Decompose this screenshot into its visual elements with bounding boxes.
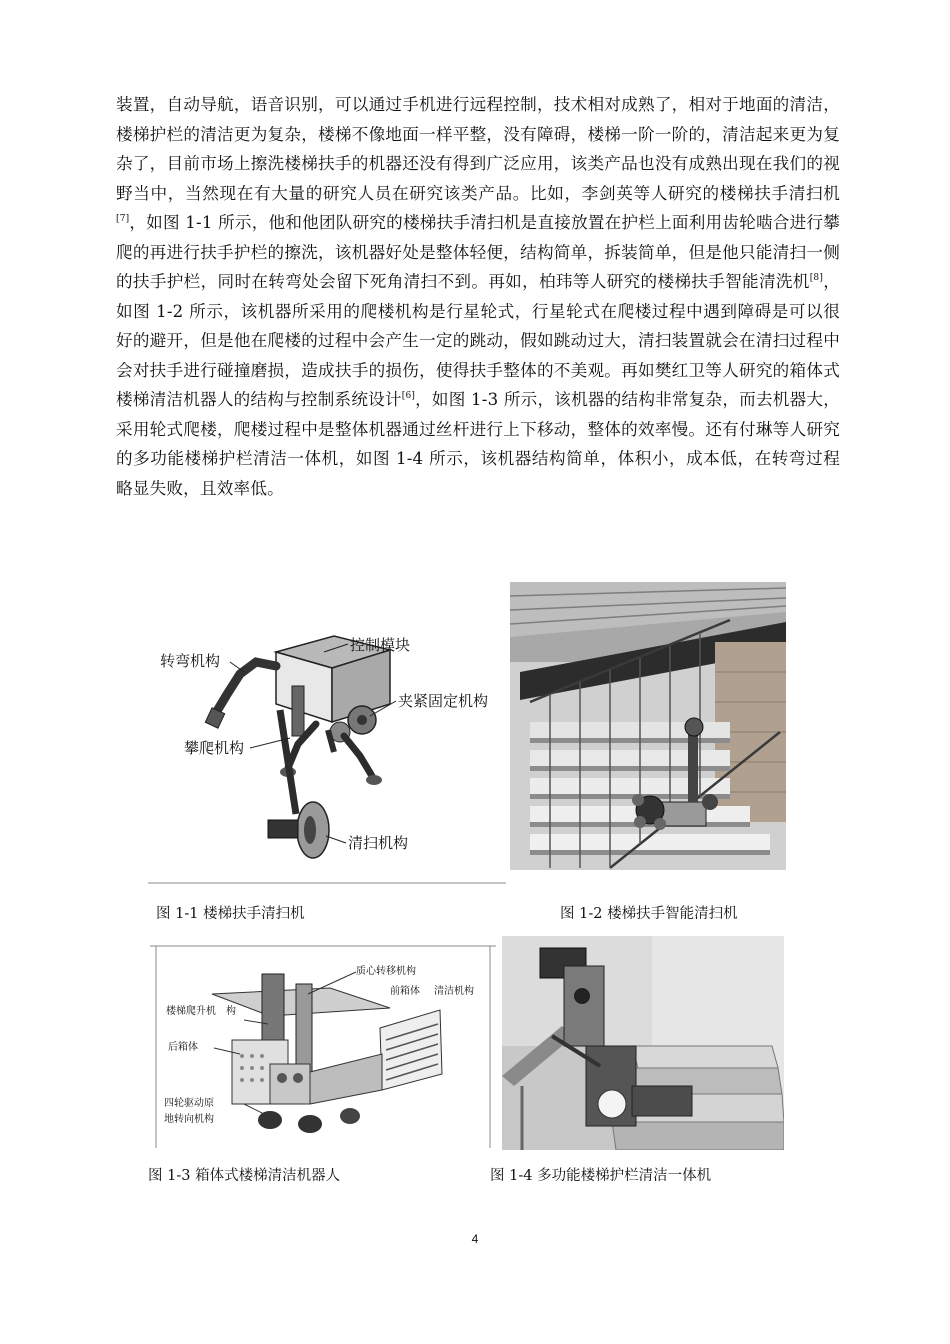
label-control-module: 控制模块 bbox=[350, 636, 411, 654]
label-rear-box: 后箱体 bbox=[168, 1042, 198, 1053]
label-clamp-mechanism: 夹紧固定机构 bbox=[398, 692, 489, 710]
label-turn-mechanism: 转弯机构 bbox=[160, 652, 221, 670]
label-drive-1: 四轮驱动原 bbox=[164, 1098, 214, 1109]
caption-figure-1-4: 图 1-4 多功能楼梯护栏清洁一体机 bbox=[490, 1168, 712, 1184]
label-climb-mechanism: 攀爬机构 bbox=[184, 739, 245, 757]
citation-ref-7: [7] bbox=[116, 214, 130, 224]
citation-ref-8: [8] bbox=[809, 273, 824, 283]
caption-figure-1-3: 图 1-3 箱体式楼梯清洁机器人 bbox=[148, 1168, 341, 1184]
page-number: 4 bbox=[471, 1232, 479, 1246]
label-cleaning-mechanism: 清洁机构 bbox=[434, 986, 474, 997]
staircase-render bbox=[510, 582, 786, 870]
paragraph-part-1: 装置，自动导航，语音识别，可以通过手机进行远程控制，技术相对成熟了，相对于地面的清洁，楼梯护栏的清洁更为复杂，楼梯不像地面一样平整，没有障碍，楼梯一阶一阶的，清洁起来更为复杂了，目前市场上擦洗楼梯扶手的机器还没有得到广泛应用，该类产品也没有成熟出现在我们的视野当中，当然现在有大量的研究人员在研究该类产品。比如，李剑英等人研究的楼梯扶手清扫机 bbox=[116, 95, 840, 203]
box-robot-drawing bbox=[150, 944, 496, 1150]
paragraph-part-4: ，如图 1-3 所示，该机器的结构非常复杂，而去机器大，采用轮式爬楼，爬楼过程中是整体机器通过丝杆进行上下移动，整体的效率慢。还有付琳等人研究的多功能楼梯护栏清洁一体机，如图 1-4 所示，该机器结构简单，体积小，成本低，在转弯过程略显失败，且效率低。 bbox=[116, 390, 840, 498]
handrail-cleaner-drawing bbox=[148, 600, 508, 885]
label-com-transfer: 质心转移机构 bbox=[356, 966, 416, 977]
figure-1-4 bbox=[502, 936, 784, 1150]
cleaning-machine-photo bbox=[502, 936, 784, 1150]
label-front-box: 前箱体 bbox=[390, 986, 420, 997]
caption-figure-1-1: 图 1-1 楼梯扶手清扫机 bbox=[156, 906, 305, 922]
figure-1-1 bbox=[148, 600, 508, 885]
citation-ref-6: [6] bbox=[401, 391, 416, 401]
label-stair-lift-2: 构 bbox=[226, 1006, 236, 1017]
figure-1-2 bbox=[510, 582, 786, 870]
figure-1-3 bbox=[150, 944, 496, 1150]
body-paragraph bbox=[116, 90, 840, 503]
label-stair-lift-1: 楼梯爬升机 bbox=[166, 1006, 216, 1017]
caption-figure-1-2: 图 1-2 楼梯扶手智能清扫机 bbox=[560, 906, 738, 922]
label-drive-2: 地转向机构 bbox=[164, 1114, 214, 1125]
paragraph-part-3: ，如图 1-2 所示，该机器所采用的爬楼机构是行星轮式，行星轮式在爬楼过程中遇到障碍是可以很好的避开，但是他在爬楼的过程中会产生一定的跳动，假如跳动过大，清扫装置就会在清扫过程中会对扶手进行碰撞磨损，造成扶手的损伤，使得扶手整体的不美观。再如樊红卫等人研究的箱体式楼梯清洁机器人的结构与控制系统设计 bbox=[116, 272, 840, 409]
paragraph-part-2: ，如图 1-1 所示，他和他团队研究的楼梯扶手清扫机是直接放置在护栏上面利用齿轮啮合进行攀爬的再进行扶手护栏的擦洗，该机器好处是整体轻便，结构简单，拆装简单，但是他只能清扫一侧的扶手护栏，同时在转弯处会留下死角清扫不到。再如，柏玮等人研究的楼梯扶手智能清洗机 bbox=[116, 213, 840, 291]
label-clean-mechanism: 清扫机构 bbox=[348, 834, 409, 852]
